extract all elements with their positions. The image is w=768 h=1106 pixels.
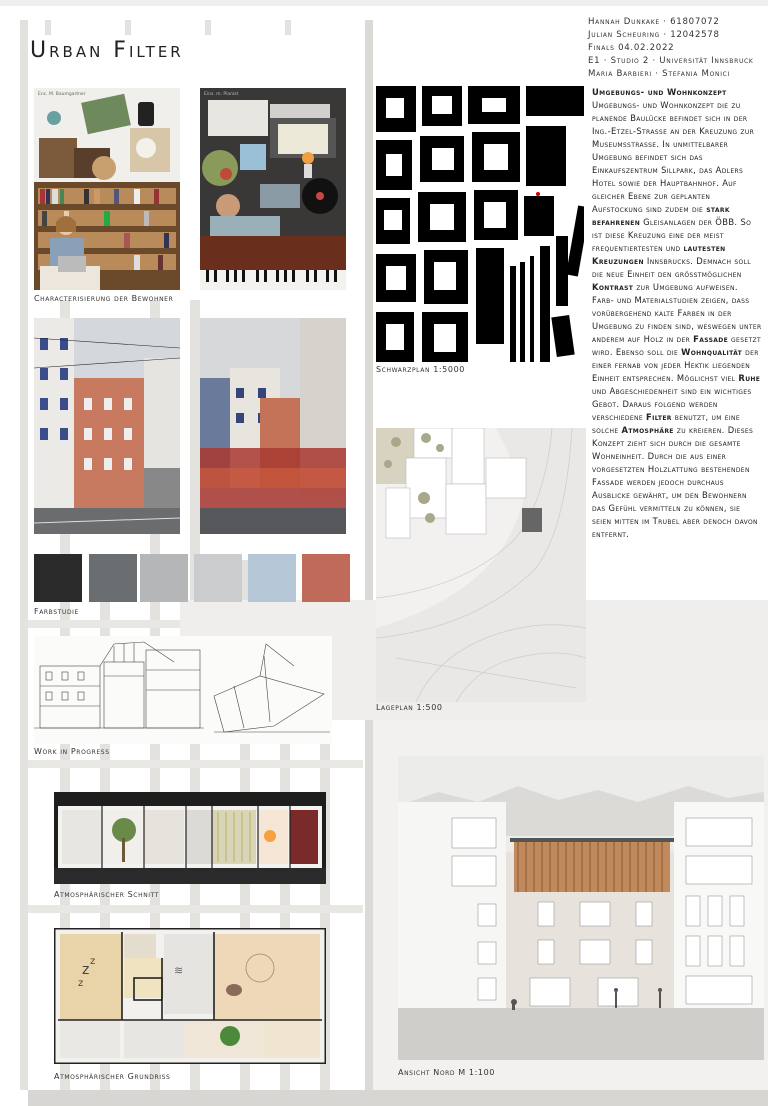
lageplan-map	[376, 428, 586, 702]
credit-line: Maria Barbieri · Stefania Monici	[588, 69, 731, 79]
sketch-panel	[34, 636, 332, 744]
svg-text:z: z	[82, 962, 90, 978]
street-photo-left	[34, 318, 180, 534]
concept-keyword: lautesten Kreuzungen	[592, 243, 726, 266]
caption-farbstudie: Farbstudie	[34, 607, 79, 616]
concept-keyword: Atmosphäre	[621, 425, 674, 435]
svg-text:z: z	[90, 956, 96, 967]
concept-text-segment: Innsbrucks. Demnach soll die neue Einheit den grösstmöglichen	[592, 256, 751, 279]
concept-text-segment: Umgebungs- und Wohnkonzept die zu planende Baulücke befindet sich in der Ing.-Etzel-Strasse an der Kreuzung zur Museumsstrasse. In unmittelbarer Umgebung befindet sich das Einkaufszentrum Sillpark, das Adlers Hotel sowie der Hauptbahnhof. Auf gleicher Ebene zur geplanten Aufstockung sind zudem die	[592, 100, 755, 214]
credits	[588, 16, 754, 81]
svg-text:z: z	[78, 978, 84, 989]
concept-text-segment: Gleisanlagen der ÖBB. So ist diese Kreuzung eine der meist frequentiertesten und	[592, 217, 752, 253]
collage-label: Enc. M. Baumgartner	[38, 92, 86, 97]
credit-line: Finals 04.02.2022	[588, 43, 675, 53]
caption-ansicht: Ansicht Nord M 1:100	[398, 1068, 495, 1077]
schwarzplan-map	[376, 86, 584, 362]
concept-keyword: Fassade	[693, 334, 729, 344]
concept-keyword: Ruhe	[738, 373, 761, 383]
collage-label: Eins. m. Pianist	[204, 92, 239, 97]
floorplan-drawing	[54, 928, 326, 1064]
color-swatch	[194, 554, 242, 602]
caption-lageplan: Lageplan 1:500	[376, 703, 443, 712]
page-title: Urban Filter	[30, 38, 184, 63]
concept-text-segment: der einer fernab von jeder Hektik liegenden Einheit entsprechen. Möglichst viel	[592, 347, 759, 383]
caption-schnitt: Atmosphärischer Schnitt	[54, 890, 160, 899]
concept-text-segment: und Abgeschiedenheit sind ein wichtiges Gebot. Daraus folgend werden verschiedene	[592, 386, 752, 422]
section-drawing	[54, 792, 326, 884]
concept-text-segment: benutzt, um eine solche	[592, 412, 740, 435]
resident-collage-right	[200, 88, 346, 290]
concept-keyword: Filter	[646, 412, 672, 422]
concept-keyword: Kontrast	[592, 282, 634, 292]
concept-text-segment: gesetzt wird. Ebenso soll die	[592, 334, 761, 357]
svg-text:≋: ≋	[174, 964, 184, 977]
concept-keyword: stark befahrenen	[592, 204, 730, 227]
credit-line: E1 · Studio 2 · Universität Innsbruck	[588, 56, 754, 66]
ansicht-nord-elevation	[398, 756, 764, 1060]
concept-body	[592, 99, 762, 541]
concept-text	[592, 86, 762, 541]
caption-characterisation: Characterisierung der Bewohner	[34, 294, 174, 303]
caption-work-in-progress: Work in Progress	[34, 747, 110, 756]
color-swatch	[140, 554, 188, 602]
street-photo-right	[200, 318, 346, 534]
concept-keyword: Wohnqualität	[681, 347, 743, 357]
credit-line: Julian Scheuring · 12042578	[588, 30, 720, 40]
color-swatch	[89, 554, 137, 602]
resident-collage-left	[34, 88, 180, 290]
caption-grundriss: Atmosphärischer Grundriss	[54, 1072, 171, 1081]
color-swatch	[302, 554, 350, 602]
caption-schwarzplan: Schwarzplan 1:5000	[376, 365, 465, 374]
color-swatch	[248, 554, 296, 602]
concept-heading: Umgebungs- und Wohnkonzept	[592, 87, 727, 97]
color-swatch	[34, 554, 82, 602]
concept-text-segment: zu kreieren. Dieses Konzept zieht sich durch die gesamte Wohneinheit. Durch die aus einer vorgesetzten Holzlattung bestehenden Fassade werden jedoch durchaus Ausblicke gewährt, um den Bewohnern das Gefühl vermitteln zu können, sie seien mitten im Trubel aber denoch davon entfernt.	[592, 425, 758, 539]
concept-text-segment: zur Umgebung aufweisen. Farb- und Materialstudien zeigen, dass vorübergehend kalte Farben in der Umgebung zu finden sind, weswegen unter anderem auf Holz in der	[592, 282, 762, 344]
credit-line: Hannah Dunkake · 61807072	[588, 17, 720, 27]
